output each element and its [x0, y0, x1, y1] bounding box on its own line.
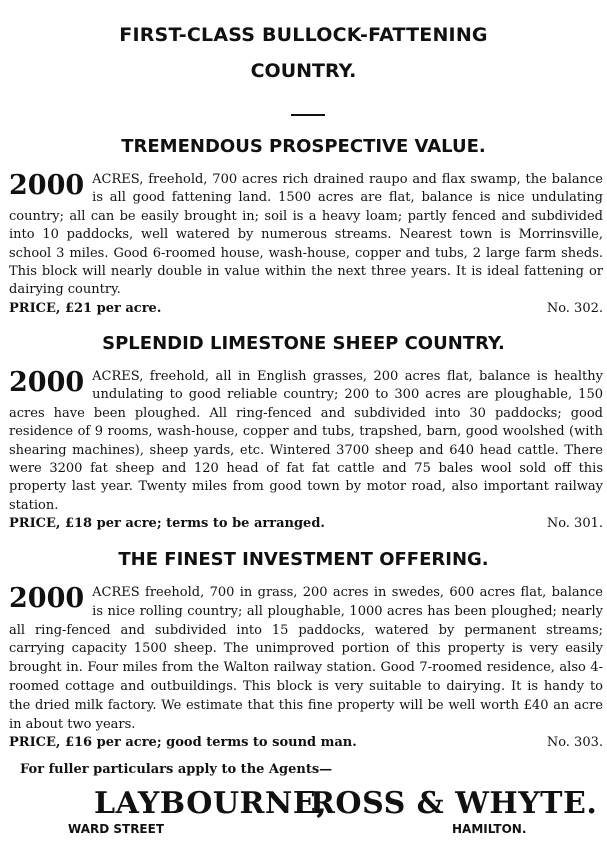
- lot-price-line: [9, 300, 603, 318]
- lot-price-line: [9, 515, 603, 533]
- lot-text: ACRES, freehold, all in English grasses, 200 acres flat, balance is healthy undulating to good reliable country; 200 to 300 acres are ploughable, 150 acres have been ploughed. All ring-fenced and subdivided into 30 paddocks; good residence of 9 rooms, wash-house, copper and tubs, trapshed, barn, good woolshed (with shearing machines), sheep yards, etc. Wintered 3700 sheep and 640 head cattle. There were 3200 fat sheep and 120 head of fat fat cattle and 75 bales wool sold off this property last year. Twenty miles from good town by motor road, also important railway station.: [9, 369, 603, 513]
- acres-number: 2000: [9, 367, 85, 398]
- lot-price-line: [9, 734, 603, 753]
- lot-303: [9, 584, 603, 753]
- lot-heading-303: THE FINEST INVESTMENT OFFERING.: [118, 549, 489, 570]
- lot-302: [9, 171, 603, 318]
- city-name: HAMILTON.: [452, 822, 527, 836]
- lot-description: [9, 171, 603, 318]
- lot-heading-302: TREMENDOUS PROSPECTIVE VALUE.: [121, 136, 486, 157]
- lot-number: No. 301.: [546, 516, 603, 532]
- firm-name-left: LAYBOURNE,: [94, 786, 328, 821]
- lot-price: PRICE, £18 per acre; terms to be arranged.: [9, 516, 325, 532]
- lot-text: ACRES freehold, 700 in grass, 200 acres in swedes, 600 acres flat, balance is nice rolling country; all ploughable, 1000 acres has been ploughed; nearly all ring-fenced and subdivided into 15 paddocks, watered by permanent streams; carrying capacity 1500 sheep. The unimproved portion of this property is very easily brought in. Four miles from the Walton railway station. Good 7-roomed residence, also 4-roomed cottage and outbuildings. This block is very suitable to dairying. It is handy to the dried milk factory. We estimate that this fine property will be well worth £40 an acre in about two years.: [9, 585, 603, 732]
- lot-number: No. 303.: [546, 735, 603, 751]
- acres-number: 2000: [9, 170, 85, 201]
- agents-line: For fuller particulars apply to the Agents—: [20, 762, 333, 777]
- main-title-line-1: FIRST-CLASS BULLOCK-FATTENING: [119, 24, 488, 46]
- lot-number: No. 302.: [546, 300, 603, 316]
- lot-301: [9, 368, 603, 534]
- firm-name-right: ROSS & WHYTE.: [310, 786, 598, 821]
- lot-text: ACRES, freehold, 700 acres rich drained raupo and flax swamp, the balance is all good fattening land. 1500 acres are flat, balance is nice undulating country; all can be easily brought in; soil is a heavy loam; partly fenced and subdivided into 10 paddocks, well watered by numerous streams. Nearest town is Morrinsville, school 3 miles. Good 6-roomed house, wash-house, copper and tubs, 2 large farm sheds. This block will nearly double in value within the next three years. It is ideal fattening or dairying country.: [9, 172, 603, 298]
- main-title-line-2: COUNTRY.: [250, 60, 357, 82]
- title-divider: [291, 114, 325, 116]
- lot-description: [9, 368, 603, 534]
- lot-heading-301: SPLENDID LIMESTONE SHEEP COUNTRY.: [102, 333, 505, 354]
- lot-price: PRICE, £21 per acre.: [9, 300, 162, 316]
- acres-number: 2000: [9, 583, 85, 614]
- street-address: WARD STREET: [68, 822, 165, 836]
- lot-description: [9, 584, 603, 753]
- lot-price: PRICE, £16 per acre; good terms to sound man.: [9, 735, 357, 751]
